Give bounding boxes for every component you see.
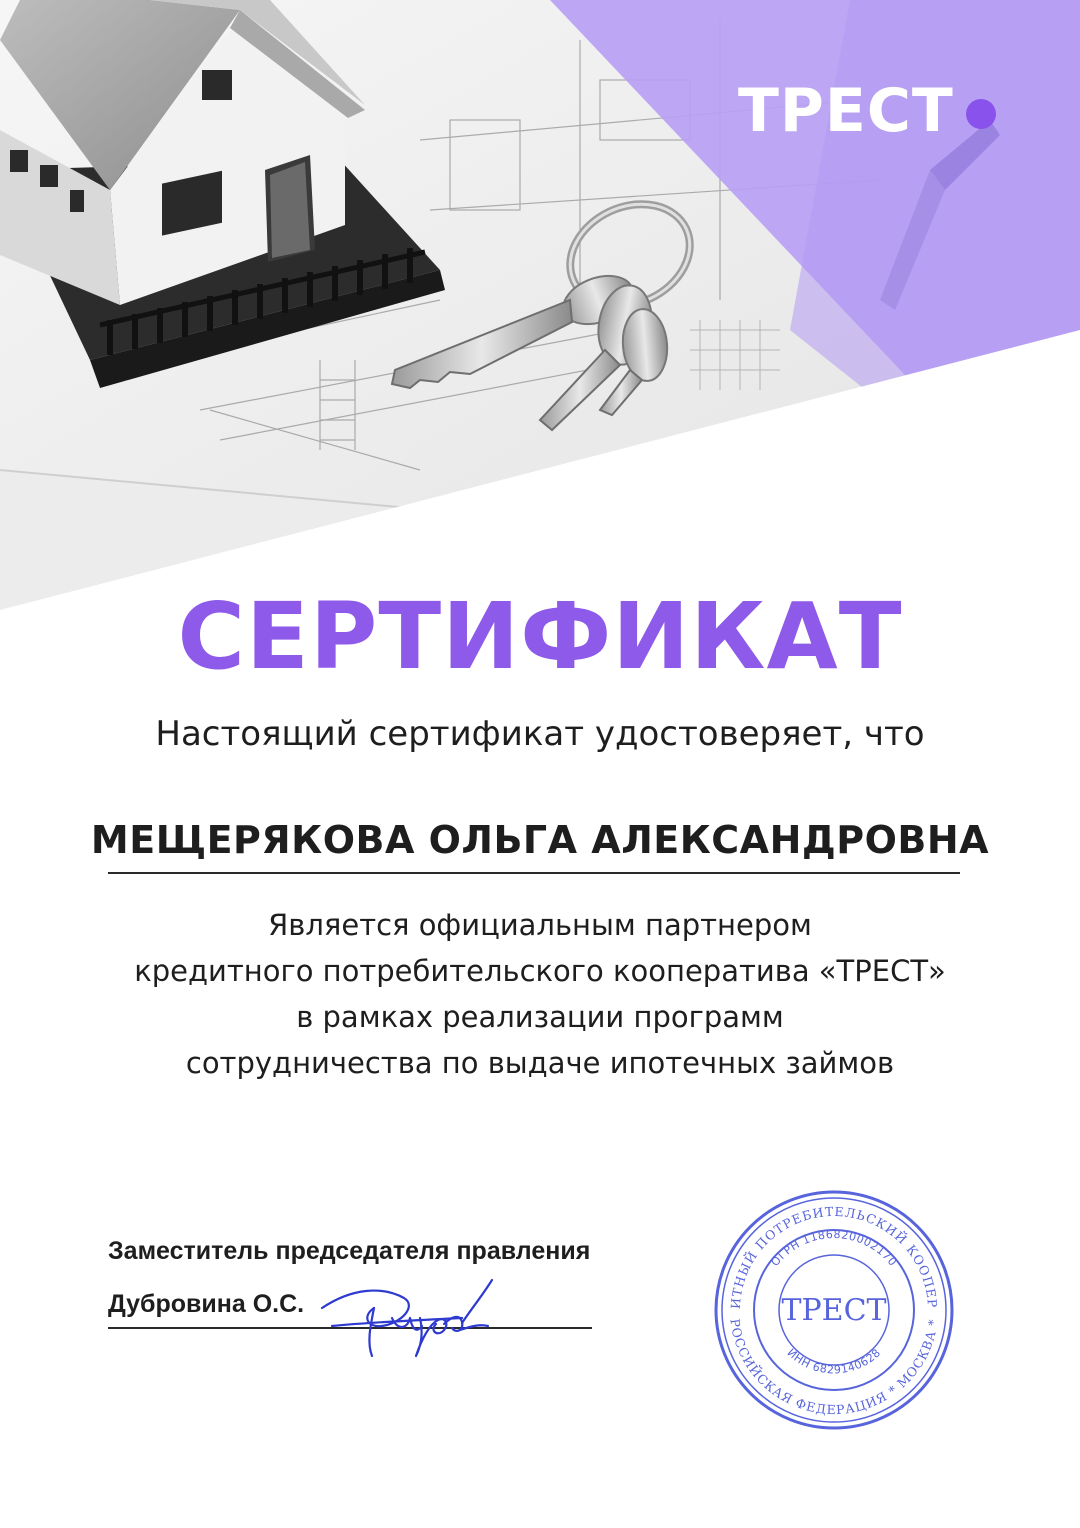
name-underline [108, 872, 960, 874]
certificate-body [0, 902, 1080, 1086]
brand-logo-text: ТРЕСТ [738, 76, 954, 146]
body-line: сотрудничества по выдаче ипотечных займов [185, 1046, 895, 1080]
body-line: кредитного потребительского кооператива «ТРЕСТ» [134, 954, 946, 988]
body-line: Является официальным партнером [268, 908, 812, 942]
organization-stamp [704, 1180, 964, 1445]
stamp-center-text: ТРЕСТ [781, 1293, 887, 1328]
body-line: в рамках реализации программ [296, 1000, 784, 1034]
svg-text:ИНН 6829140628 [785, 1346, 884, 1376]
signatory-name: Дубровина О.С. [108, 1290, 305, 1318]
signatory-position: Заместитель председателя правления [108, 1237, 591, 1265]
recipient-name: МЕЩЕРЯКОВА ОЛЬГА АЛЕКСАНДРОВНА [90, 818, 990, 862]
stamp-outer-text: ИТНЫЙ ПОТРЕБИТЕЛЬСКИЙ КООПЕР [727, 1203, 941, 1310]
certificate-title: СЕРТИФИКАТ [177, 583, 903, 690]
stamp-bottom-text: РОССИЙСКАЯ ФЕДЕРАЦИЯ * МОСКВА * [727, 1317, 941, 1418]
brand-logo-dot [966, 99, 996, 129]
svg-text:ОГРН 1186820002170 [769, 1228, 900, 1269]
stamp-ogrn-text: ОГРН 1186820002170 [768, 1227, 900, 1269]
certificate-subtitle: Настоящий сертификат удостоверяет, что [155, 714, 925, 754]
stamp-inn-text: ИНН 6829140628 [784, 1346, 884, 1377]
handwritten-signature [312, 1268, 512, 1373]
svg-text:КРЕДИТНЫЙ ПОТРЕБИТЕЛЬСКИЙ КООП [704, 1180, 940, 1309]
brand-logo [738, 76, 996, 146]
